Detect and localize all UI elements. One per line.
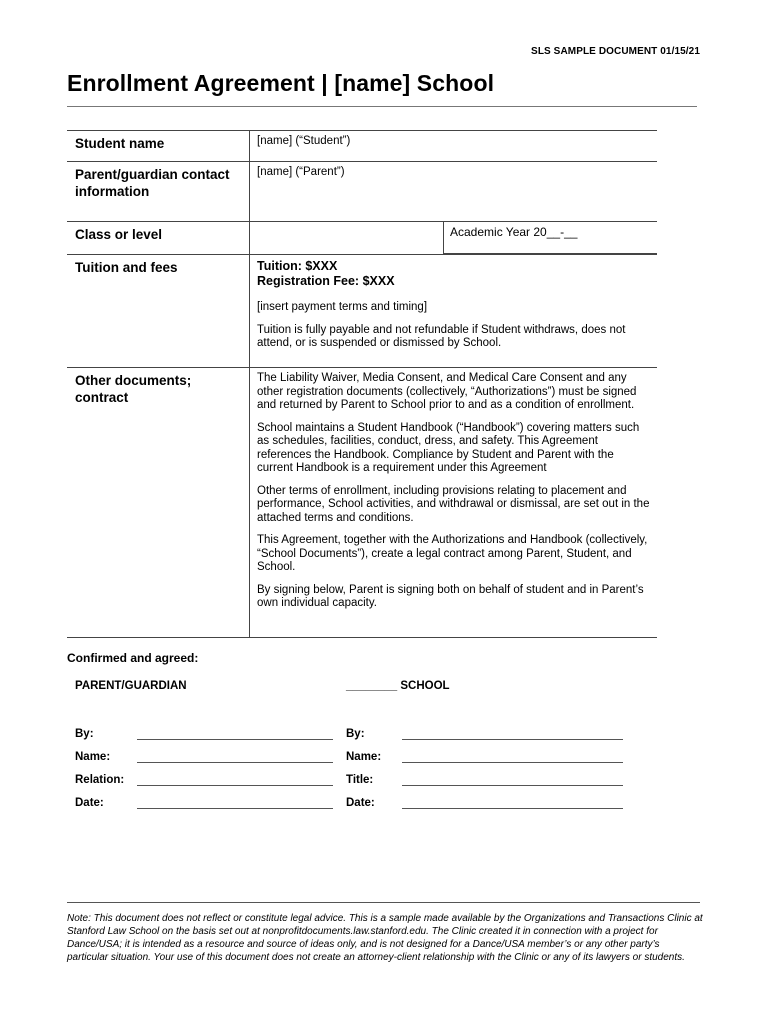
class-level-cells bbox=[249, 222, 657, 254]
parent-date-line bbox=[75, 786, 333, 809]
document-reference: SLS SAMPLE DOCUMENT 01/15/21 bbox=[531, 46, 700, 57]
parent-signature-block bbox=[75, 680, 333, 809]
parent-by-line bbox=[75, 717, 333, 740]
by-label: By: bbox=[75, 728, 94, 740]
row-parent-contact bbox=[67, 162, 657, 222]
payment-terms: [insert payment terms and timing] bbox=[257, 301, 428, 313]
school-title-line bbox=[346, 763, 623, 786]
row-label: Student name bbox=[75, 136, 165, 151]
student-name-value: [name] (“Student”) bbox=[249, 131, 657, 161]
name-label: Name: bbox=[346, 751, 382, 763]
footer-divider bbox=[67, 902, 700, 903]
school-date-field[interactable] bbox=[402, 799, 623, 809]
footer-disclaimer: Note: This document does not reflect or constitute legal advice. This is a sample made available by the Organizations and Transactions Clinic at Stanford Law School on the basis set out at nonprofitdocuments.law.stanford.edu. The Clinic created it in connection with a project for Dance/USA; it is intended as a resource and source of ideas only, and is not designed for a Dance/USA member’s or any other party’s particular situation. Your use of this document does not create an attorney-client relationship with the Clinic or any of its lawyers or students. bbox=[67, 913, 703, 963]
row-label: Parent/guardian contact information bbox=[75, 167, 230, 199]
parent-name-line bbox=[75, 740, 333, 763]
paragraph-other-terms: Other terms of enrollment, including provisions relating to placement and performance, School activities, and withdrawal or dismissal, are set out in the attached terms and conditions. bbox=[257, 484, 650, 524]
registration-fee: Registration Fee: $XXX bbox=[257, 274, 395, 288]
paragraph-handbook: School maintains a Student Handbook (“Handbook”) covering matters such as schedules, facilities, conduct, dress, and safety. This Agreement references the Handbook. Compliance by Student and Parent with the current Handbook is a requirement under this Agreement bbox=[257, 421, 640, 474]
relation-label: Relation: bbox=[75, 774, 125, 786]
paragraph-authorizations: The Liability Waiver, Media Consent, and Medical Care Consent and any other registration documents (collectively, “Authorizations”) must be signed and returned by Parent to School prior to and as a condition of enrollment. bbox=[257, 372, 637, 411]
paragraph-contract: This Agreement, together with the Authorizations and Handbook (collectively, “School Documents”), create a legal contract among Parent, Student, and School. bbox=[257, 534, 648, 573]
parent-name-field[interactable] bbox=[137, 753, 333, 763]
school-name-field[interactable] bbox=[402, 753, 623, 763]
name-label: Name: bbox=[75, 751, 111, 763]
title-divider bbox=[67, 106, 697, 107]
row-class-level bbox=[67, 222, 657, 255]
school-by-field[interactable] bbox=[402, 730, 623, 740]
refund-policy: Tuition is fully payable and not refundable if Student withdraws, does not attend, or is suspended or dismissed by School. bbox=[257, 323, 626, 349]
by-label: By: bbox=[346, 728, 365, 740]
confirmed-heading: Confirmed and agreed: bbox=[67, 651, 199, 665]
parent-date-field[interactable] bbox=[137, 799, 333, 809]
title-label: Title: bbox=[346, 774, 374, 786]
parent-relation-line bbox=[75, 763, 333, 786]
row-label: Tuition and fees bbox=[75, 260, 178, 275]
school-signature-block bbox=[346, 680, 623, 809]
academic-year: Academic Year 20__-__ bbox=[443, 222, 657, 254]
row-label: Other documents; contract bbox=[75, 373, 192, 405]
school-name-line bbox=[346, 740, 623, 763]
row-student-name bbox=[67, 131, 657, 162]
row-tuition bbox=[67, 255, 657, 368]
paragraph-signing-capacity: By signing below, Parent is signing both on behalf of student and in Parent’s own individual capacity. bbox=[257, 583, 644, 609]
page-title: Enrollment Agreement | [name] School bbox=[67, 70, 495, 96]
school-title-field[interactable] bbox=[402, 776, 623, 786]
parent-by-field[interactable] bbox=[137, 730, 333, 740]
date-label: Date: bbox=[75, 797, 104, 809]
agreement-table bbox=[67, 130, 657, 638]
row-other-documents bbox=[67, 368, 657, 638]
tuition-amount: Tuition: $XXX bbox=[257, 259, 338, 273]
row-label: Class or level bbox=[75, 227, 163, 242]
class-level-value bbox=[250, 222, 443, 254]
parent-relation-field[interactable] bbox=[137, 776, 333, 786]
date-label: Date: bbox=[346, 797, 375, 809]
school-date-line bbox=[346, 786, 623, 809]
parent-contact-value: [name] (“Parent”) bbox=[249, 162, 657, 221]
school-heading: ________ SCHOOL bbox=[346, 680, 450, 692]
school-by-line bbox=[346, 717, 623, 740]
tuition-content bbox=[249, 255, 657, 367]
other-documents-content bbox=[249, 368, 657, 637]
parent-heading: PARENT/GUARDIAN bbox=[75, 680, 187, 692]
